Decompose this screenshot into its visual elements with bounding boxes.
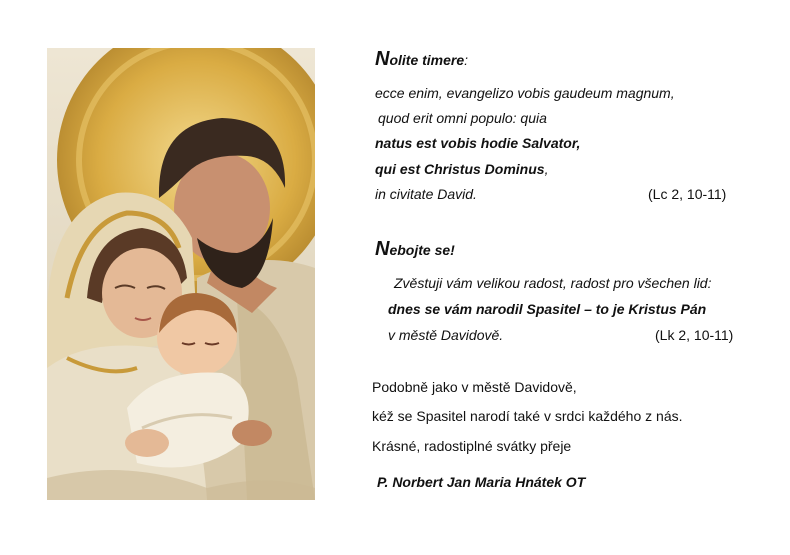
mary-hand: [125, 429, 169, 457]
latin-line-4-tail: ,: [544, 161, 549, 177]
czech-line-1: Zvěstuji vám velikou radost, radost pro všechen lid:: [394, 275, 712, 291]
latin-heading-rest: olite timere: [389, 52, 465, 68]
latin-line-4: [375, 160, 548, 178]
latin-line-1: ecce enim, evangelizo vobis gaudeum magnum,: [375, 85, 675, 101]
czech-heading-initial: N: [375, 238, 390, 260]
latin-heading-colon: :: [464, 52, 469, 68]
latin-line-3: natus est vobis hodie Salvator,: [375, 135, 581, 151]
greeting-line-3: Krásné, radostiplné svátky přeje: [372, 438, 572, 454]
latin-heading-initial: N: [375, 48, 390, 70]
joseph-hand: [232, 420, 272, 446]
czech-line-2: dnes se vám narodil Spasitel – to je Kristus Pán: [388, 301, 707, 317]
czech-heading: [375, 240, 455, 259]
latin-heading: [375, 50, 468, 69]
latin-reference: (Lc 2, 10-11): [648, 186, 727, 202]
holy-family-illustration: [47, 48, 315, 500]
latin-line-4-bold: qui est Christus Dominus: [375, 161, 545, 177]
czech-line-3: v městě Davidově.: [388, 327, 504, 343]
greeting-line-2: kéž se Spasitel narodí také v srdci každého z nás.: [372, 408, 683, 424]
latin-line-5: in civitate David.: [375, 186, 477, 202]
signature: P. Norbert Jan Maria Hnátek OT: [377, 474, 586, 490]
holy-family-painting: [47, 48, 315, 500]
czech-reference: (Lk 2, 10-11): [655, 327, 734, 343]
greeting-line-1: Podobně jako v městě Davidově,: [372, 379, 577, 395]
latin-line-2: quod erit omni populo: quia: [378, 110, 547, 126]
czech-heading-rest: ebojte se!: [389, 242, 455, 258]
